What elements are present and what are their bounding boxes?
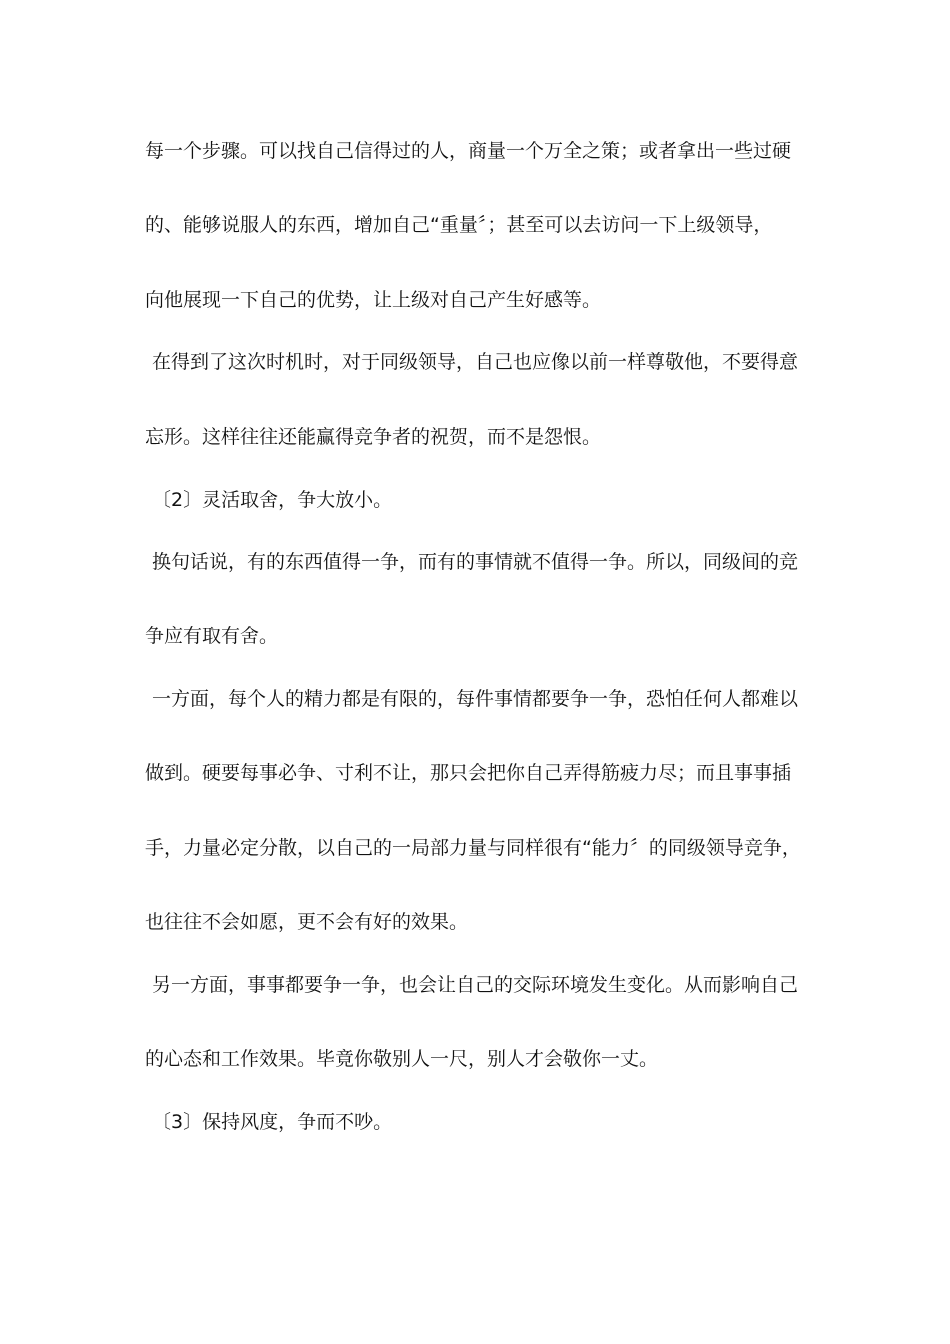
text-line: 争应有取有舍。	[145, 625, 279, 647]
text-line: 也往往不会如愿，更不会有好的效果。	[145, 911, 469, 933]
text-line: 在得到了这次时机时，对于同级领导，自己也应像以前一样尊敬他，不要得意	[152, 351, 799, 373]
text-line: 的、能够说服人的东西，增加自己“重量〞；甚至可以去访问一下上级领导，	[145, 214, 773, 236]
text-line: 每一个步骤。可以找自己信得过的人，商量一个万全之策；或者拿出一些过硬	[145, 140, 792, 162]
text-line: 一方面，每个人的精力都是有限的，每件事情都要争一争，恐怕任何人都难以	[152, 688, 799, 710]
text-line: 做到。硬要每事必争、寸利不让，那只会把你自己弄得筋疲力尽；而且事事插	[145, 762, 792, 784]
text-line: 另一方面，事事都要争一争，也会让自己的交际环境发生变化。从而影响自己	[152, 974, 799, 996]
text-line: 换句话说，有的东西值得一争，而有的事情就不值得一争。所以，同级间的竞	[152, 551, 799, 573]
text-line: 忘形。这样往往还能赢得竞争者的祝贺，而不是怨恨。	[145, 426, 602, 448]
text-line: 的心态和工作效果。毕竟你敬别人一尺，别人才会敬你一丈。	[145, 1048, 659, 1070]
section-heading: 〔2〕灵活取舍，争大放小。	[152, 489, 393, 511]
text-line: 向他展现一下自己的优势，让上级对自己产生好感等。	[145, 289, 602, 311]
section-heading: 〔3〕保持风度，争而不吵。	[152, 1111, 393, 1133]
text-line: 手，力量必定分散，以自己的一局部力量与同样很有“能力〞的同级领导竞争，	[145, 837, 801, 859]
